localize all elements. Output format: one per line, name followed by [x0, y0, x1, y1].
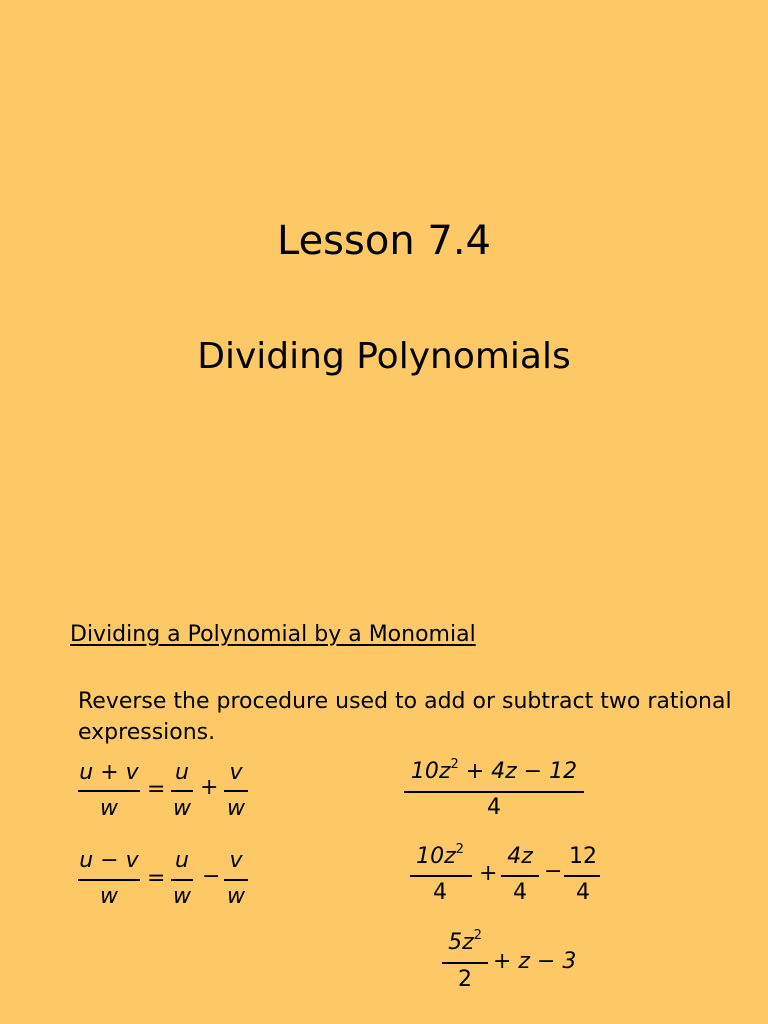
- example-denominator: 4: [487, 795, 501, 820]
- sum-lhs-denominator: w: [100, 796, 118, 821]
- section-heading: Dividing a Polynomial by a Monomial: [70, 622, 476, 647]
- diff-term1-numerator: u: [175, 848, 189, 873]
- equals-sign: =: [147, 777, 166, 802]
- intro-text: Reverse the procedure used to add or subtract two rational expressions.: [78, 689, 732, 745]
- minus-sign: −: [202, 864, 221, 889]
- fraction-bar: [564, 875, 600, 877]
- fraction-bar: [78, 790, 140, 792]
- fraction-bar: [171, 790, 193, 792]
- step2-term1-denominator: 4: [433, 880, 447, 905]
- step3-remainder: + z − 3: [493, 949, 577, 974]
- diff-term1-denominator: w: [173, 884, 191, 909]
- fraction-bar: [224, 879, 248, 881]
- fraction-bar: [501, 875, 539, 877]
- fraction-bar: [78, 879, 140, 881]
- example-numerator: $10z^2 + 4z - 12$: [410, 757, 578, 784]
- fraction-bar: [404, 791, 584, 793]
- step2-term3-denominator: 4: [576, 880, 590, 905]
- equals-sign: =: [147, 866, 166, 891]
- sum-term1-numerator: u: [175, 760, 189, 785]
- step2-term2-numerator: 4z: [507, 844, 533, 869]
- diff-lhs-denominator: w: [100, 884, 118, 909]
- plus-sign: +: [479, 861, 498, 886]
- sum-term1-denominator: w: [173, 796, 191, 821]
- step2-term1-numerator: $10z^2$: [416, 842, 464, 869]
- step2-term2-denominator: 4: [513, 880, 527, 905]
- sum-lhs-numerator: u + v: [79, 760, 139, 785]
- step3-numerator: $5z^2$: [448, 928, 482, 955]
- fraction-bar: [410, 875, 472, 877]
- slide-subtitle: Dividing Polynomials: [197, 336, 571, 377]
- sum-term2-numerator: v: [229, 760, 243, 785]
- diff-term2-denominator: w: [227, 884, 245, 909]
- fraction-bar: [442, 962, 488, 964]
- slide-title: Lesson 7.4: [276, 218, 492, 264]
- plus-sign: +: [200, 775, 219, 800]
- sum-term2-denominator: w: [227, 796, 245, 821]
- fraction-bar: [171, 879, 193, 881]
- step2-term3-numerator: 12: [569, 844, 597, 869]
- diff-term2-numerator: v: [229, 848, 243, 873]
- step3-denominator: 2: [458, 967, 472, 992]
- minus-sign: −: [544, 859, 563, 884]
- diff-lhs-numerator: u − v: [79, 848, 139, 873]
- fraction-bar: [224, 790, 248, 792]
